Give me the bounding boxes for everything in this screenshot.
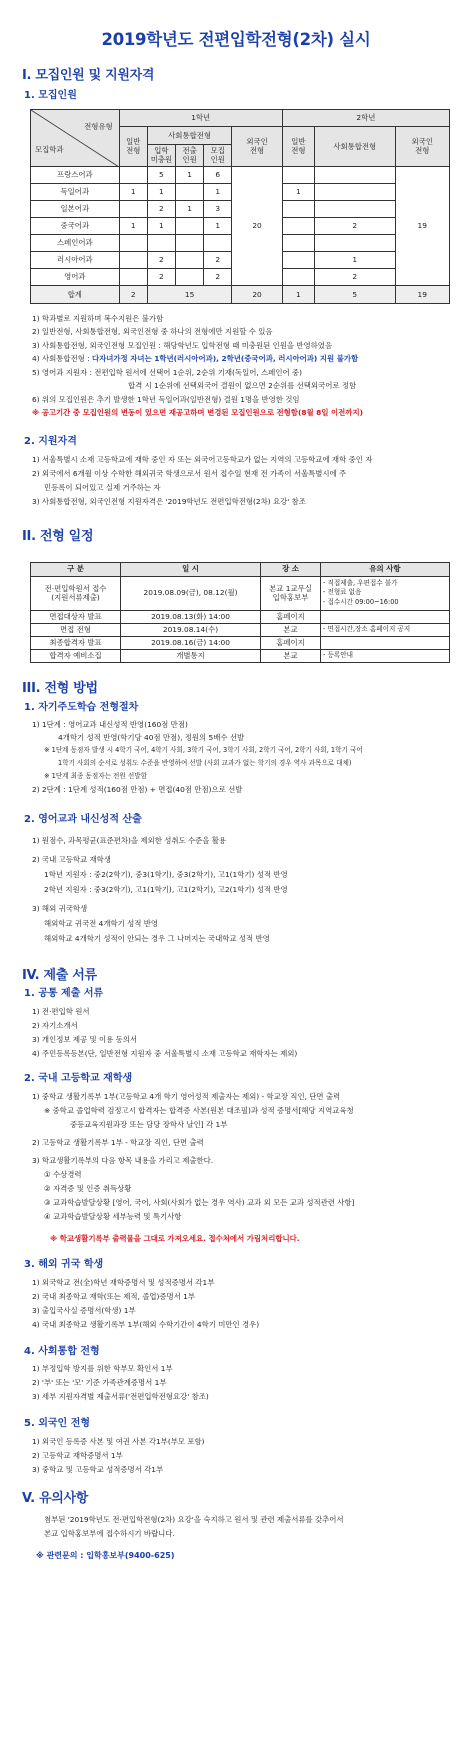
cell (119, 234, 147, 251)
list-item: 2) 고등학교 생활기록부 1부 - 학교장 직인, 단면 출력 (32, 1138, 204, 1147)
year2-header: 2학년 (282, 109, 449, 126)
list-item: 4) 국내 최종학교 생활기록부 1부(해외 수학기간이 4학기 미만인 경우) (32, 1319, 260, 1329)
note: 2) 일반전형, 사회통합전형, 외국인전형 중 하나의 전형에만 지원할 수 있음 (32, 327, 273, 337)
cell: 2019.08.16(금) 14:00 (121, 636, 261, 649)
dept-cell: 중국어과 (31, 217, 120, 234)
section-4-sub1: 1. 공통 제출 서류 (24, 988, 104, 999)
section-1-heading: I. 모집인원 및 지원자격 (22, 68, 155, 83)
cell: 2 (314, 268, 395, 285)
cell: 1 (282, 183, 314, 200)
note-highlight: 다자녀가정 자녀는 1학년(러시아어과), 2학년(중국어과, 러시아어과) 지원 불가함 (91, 354, 359, 364)
section-4-heading: IV. 제출 서류 (22, 967, 97, 983)
note (32, 352, 462, 366)
dept-cell: 스페인어과 (31, 234, 120, 251)
list-item: 4개학기 성적 반영(학기당 40점 만점), 정원의 5배수 선발 (58, 733, 245, 743)
section-3-sub2: 2. 영어교과 내신성적 산출 (24, 814, 142, 826)
list-item: 1) 서울특별시 소재 고등학교에 재학 중인 자 또는 외국어고등학교가 없는 지역의 고등학교에 재학 중인 자 (32, 455, 373, 465)
foreign2-value: 19 (395, 166, 449, 285)
list-item: 3) 중학교 및 고등학교 성적증명서 각1부 (32, 1464, 164, 1474)
cell (282, 268, 314, 285)
section-3-sub1: 1. 자기주도학습 전형절차 (24, 701, 139, 713)
cell: 2019.08.14(수) (121, 623, 261, 636)
list-item: 1) 부정입학 방지를 위한 학부모 확인서 1부 (32, 1364, 173, 1374)
social-b-header: 전출 인원 (176, 144, 204, 166)
table-row (31, 649, 450, 662)
list-item: 2) 외국에서 6개월 이상 수학한 해외귀국 학생으로서 원서 접수일 현재 전 가족이 서울특별시에 주 (32, 469, 347, 479)
note: 6) 위의 모집인원은 추기 발생한 1학년 독일어과(일반전형) 결원 1명을 반영한 것임 (32, 394, 300, 404)
list-item: 2) 국내 고등학교 재학생 (32, 854, 111, 864)
list-item: 1) 외국인 등록증 사본 및 여권 사본 각1부(부모 포함) (32, 1436, 205, 1446)
section-4-sub5: 5. 외국인 전형 (24, 1418, 91, 1430)
table-row (31, 166, 450, 183)
total-row (31, 285, 450, 303)
cell: 홈페이지 (261, 636, 321, 649)
contact-info: ※ 관련문의 : 입학홍보부(9400-625) (36, 1551, 175, 1560)
cell: 2 (119, 285, 147, 303)
notes (10, 312, 462, 420)
cell (176, 183, 204, 200)
list-item: 2) 2단계 : 1단계 성적(160점 만점) + 면접(40점 만점)으로 선발 (32, 785, 243, 795)
page-title: 2019학년도 전편입학전형(2차) 실시 (101, 30, 371, 49)
corner-bottom: 모집학과 (35, 144, 64, 154)
cell: 본교 (261, 623, 321, 636)
dept-cell: 독일어과 (31, 183, 120, 200)
cell (314, 166, 395, 183)
cell: 본교 1교무실 입학홍보부 (261, 576, 321, 610)
cell: 15 (147, 285, 232, 303)
total-label: 합계 (31, 285, 120, 303)
list-item: ① 수상경력 (44, 1170, 82, 1179)
corner-cell (31, 109, 120, 166)
cell: 2 (314, 217, 395, 234)
cell: 19 (395, 285, 449, 303)
list-item: 첨부된 '2019학년도 전·편입학전형(2차) 요강'을 숙지하고 원서 및 관련 제출서류를 갖추어서 (44, 1515, 344, 1524)
cell (282, 234, 314, 251)
cell: 1 (204, 217, 232, 234)
cell: 2 (147, 200, 175, 217)
cell: 20 (232, 285, 282, 303)
foreign-value: 20 (232, 166, 282, 285)
dept-cell: 프랑스어과 (31, 166, 120, 183)
list-item: 2) 고등학교 재학증명서 1부 (32, 1450, 123, 1460)
social-docs-list (10, 1362, 462, 1404)
cell: 2 (204, 251, 232, 268)
cell (119, 166, 147, 183)
note: 합격 시 1순위에 선택외국어 결원이 없으면 2순위를 선택외국어로 정함 (128, 381, 357, 391)
list-item: 민등록이 되어있고 실제 거주하는 자 (44, 483, 161, 493)
notice-text (10, 1513, 462, 1541)
cell (282, 217, 314, 234)
social-header: 사회통합전형 (147, 126, 232, 144)
list-item: ※ 1단계 동점자 발생 시 4학기 국어, 4학기 사회, 3학기 국어, 3학기 사회, 2학기 국어, 2학기 사회, 1학기 국어 (44, 746, 363, 755)
section-4-sub2: 2. 국내 고등학교 재학생 (24, 1072, 133, 1084)
corner-top: 전형유형 (84, 121, 113, 131)
cell: - 등록안내 (321, 649, 450, 662)
list-item: ※ 1단계 최종 동점자는 전원 선발함 (44, 772, 148, 781)
list-item: ② 자격증 및 인증 취득상황 (44, 1184, 132, 1193)
cell: 6 (204, 166, 232, 183)
list-item: 1) 원점수, 과목평균(표준편차)을 제외한 성취도 수준을 활용 (32, 835, 227, 845)
procedure-list (10, 718, 462, 796)
cell (282, 166, 314, 183)
list-item: 3) 학교생활기록부의 다음 항목 내용을 가리고 제출한다. (32, 1156, 214, 1165)
common-docs-list (10, 1005, 462, 1061)
cell: 1 (119, 217, 147, 234)
note: 3) 사회통합전형, 외국인전형 모집인원 : 해당학년도 입학전형 때 미충원된 인원을 반영하였음 (32, 340, 333, 350)
cell: 2 (147, 268, 175, 285)
section-4-sub3: 3. 해외 귀국 학생 (24, 1259, 104, 1271)
cell (282, 200, 314, 217)
cell: 1 (282, 285, 314, 303)
social2-header: 사회통합전형 (314, 126, 395, 166)
note: 1) 학과별로 지원하며 복수지원은 불가함 (32, 313, 164, 323)
list-item: 2) '부' 또는 '모' 기준 가족관계증명서 1부 (32, 1378, 167, 1388)
header-cell: 장 소 (261, 562, 321, 576)
schedule-table (30, 562, 450, 663)
list-item: 2학년 지원자 : 중3(2학기), 고1(1학기), 고1(2학기), 고2(1학기) 성적 반영 (44, 884, 288, 894)
social-a-header: 입학 미충원 (147, 144, 175, 166)
general2-header: 일반 전형 (282, 126, 314, 166)
cell: 1 (314, 251, 395, 268)
cell: 1 (176, 166, 204, 183)
cell (176, 251, 204, 268)
cell: 5 (314, 285, 395, 303)
cell (282, 251, 314, 268)
list-item: 1) 중학교 생활기록부 1부(고등학교 4개 학기 영어성적 제출자는 제외) - 학교장 직인, 단면 출력 (32, 1092, 341, 1101)
dept-cell: 일본어과 (31, 200, 120, 217)
list-item: 2) 국내 최종학교 재학(또는 제적, 졸업)증명서 1부 (32, 1291, 196, 1301)
header-cell: 유의 사항 (321, 562, 450, 576)
dept-cell: 러시아어과 (31, 251, 120, 268)
cell: 1 (204, 183, 232, 200)
overseas-docs-list (10, 1276, 462, 1332)
cell: 5 (147, 166, 175, 183)
section-1-sub2: 2. 지원자격 (24, 435, 77, 447)
cell (321, 610, 450, 623)
cell (321, 636, 450, 649)
list-item: 1) 전·편입학 원서 (32, 1006, 90, 1016)
list-item: 1학년 지원자 : 중2(2학기), 중3(1학기), 중3(2학기), 고1(1학기) 성적 반영 (44, 869, 288, 879)
cell: 본교 (261, 649, 321, 662)
list-item: 3) 사회통합전형, 외국인전형 지원자격은 '2019학년도 전편입학전형(2차) 요강' 참조 (32, 497, 306, 507)
table-row (31, 623, 450, 636)
cell: 최종합격자 발표 (31, 636, 121, 649)
cell (147, 234, 175, 251)
list-item: 2) 자기소개서 (32, 1020, 78, 1030)
domestic-docs-list (10, 1090, 462, 1224)
cell (176, 234, 204, 251)
list-item: 3) 세부 지원자격별 제출서류('전편입학전형요강' 참조) (32, 1392, 209, 1402)
social-c-header: 모집 인원 (204, 144, 232, 166)
diagonal-line (31, 110, 119, 167)
cell (119, 251, 147, 268)
cell: 2 (204, 268, 232, 285)
cell (204, 234, 232, 251)
section-5-heading: V. 유의사항 (22, 1490, 88, 1506)
cell: 홈페이지 (261, 610, 321, 623)
section-1-sub1: 1. 모집인원 (24, 90, 77, 102)
year1-header: 1학년 (119, 109, 282, 126)
cell: 1 (176, 200, 204, 217)
cell (314, 234, 395, 251)
dept-cell: 영어과 (31, 268, 120, 285)
cell (176, 268, 204, 285)
foreign-docs-list (10, 1435, 462, 1477)
cell: 합격자 예비소집 (31, 649, 121, 662)
table-row (31, 576, 450, 610)
cell (119, 268, 147, 285)
note-prefix: 4) 사회통합전형 : (32, 354, 92, 364)
cell: 3 (204, 200, 232, 217)
list-item: 1) 외국학교 전(全)학년 재학증명서 및 성적증명서 각1부 (32, 1277, 215, 1287)
section-4-sub4: 4. 사회통합 전형 (24, 1345, 100, 1357)
cell (176, 217, 204, 234)
list-item: 3) 개인정보 제공 및 이용 동의서 (32, 1034, 138, 1044)
cell (314, 200, 395, 217)
foreign2-header: 외국인 전형 (395, 126, 449, 166)
list-item: 해외학교 귀국전 4개학기 성적 반영 (44, 918, 159, 928)
cell: - 면접시간,장소 홈페이지 공지 (321, 623, 450, 636)
section-2-heading: II. 전형 일정 (22, 529, 94, 545)
foreign-header: 외국인 전형 (232, 126, 282, 166)
list-item: 해외학교 4개학기 성적이 안되는 경우 그 나머지는 국내학교 성적 반영 (44, 933, 270, 943)
list-item: ④ 교과학습발달상황 세부능력 및 특기사항 (44, 1212, 182, 1221)
cell: 면접대상자 발표 (31, 610, 121, 623)
header-cell: 일 시 (121, 562, 261, 576)
list-item: ※ 중학교 졸업학력 검정고시 합격자는 합격증 사본(원본 대조필)과 성적 증명서[해당 지역교육청 (44, 1106, 354, 1115)
table-row (31, 636, 450, 649)
grade-list (10, 833, 462, 946)
cell: 1 (147, 183, 175, 200)
cell: 면접 전형 (31, 623, 121, 636)
cell: 1 (119, 183, 147, 200)
list-item: 3) 출입국사실 증명서(학생) 1부 (32, 1305, 136, 1315)
cell: 2019.08.13(화) 14:00 (121, 610, 261, 623)
qualification-list (10, 453, 462, 509)
cell: - 직접제출, 우편접수 불가 - 전형료 없음 - 접수시간 09:00~16:00 (321, 576, 450, 610)
list-item: ③ 교과학습발달상황 [영어, 국어, 사회(사회가 없는 경우 역사) 교과 외 모든 교과 성적관련 사항] (44, 1198, 355, 1207)
cell: 1 (147, 217, 175, 234)
cell: 2019.08.09(금), 08.12(월) (121, 576, 261, 610)
list-item: 중등교육지원과장 또는 담당 장학사 날인] 각 1부 (70, 1120, 228, 1129)
cell (314, 183, 395, 200)
general-header: 일반 전형 (119, 126, 147, 166)
table-header-row (31, 562, 450, 576)
cell (119, 200, 147, 217)
section-3-heading: III. 전형 방법 (22, 680, 98, 696)
list-item: 본교 입학홍보부에 접수하시기 바랍니다. (44, 1529, 175, 1538)
list-item: 4) 주민등록등본(단, 일반전형 지원자 중 서울특별시 소재 고등학교 재학자는 제외) (32, 1048, 298, 1058)
cell: 2 (147, 251, 175, 268)
warning-note: ※ 학교생활기록부 출력물을 그대로 가져오세요. 접수처에서 가림처리합니다. (50, 1234, 300, 1243)
recruit-table (30, 109, 450, 304)
table-row (31, 610, 450, 623)
cell: 개별통지 (121, 649, 261, 662)
list-item: 3) 해외 귀국학생 (32, 903, 88, 913)
list-item: 1) 1단계 : 영어교과 내신성적 반영(160점 만점) (32, 720, 188, 730)
cell: 전·편입학원서 접수 (지원서류제출) (31, 576, 121, 610)
list-item: 1학기 사회의 순서로 성취도 수준을 반영하여 선발 (사회 교과가 없는 학기의 경우 역사 과목으로 대체) (58, 759, 352, 768)
note: 5) 영어과 지원자 : 전편입학 원서에 선택어 1순위, 2순위 기재(독일어, 스페인어 중) (32, 367, 302, 377)
header-cell: 구 분 (31, 562, 121, 576)
warning-note: ※ 공고기간 중 모집인원의 변동이 있으면 재공고하며 변경된 모집인원으로 전형함(8월 8일 이전까지) (32, 408, 363, 418)
